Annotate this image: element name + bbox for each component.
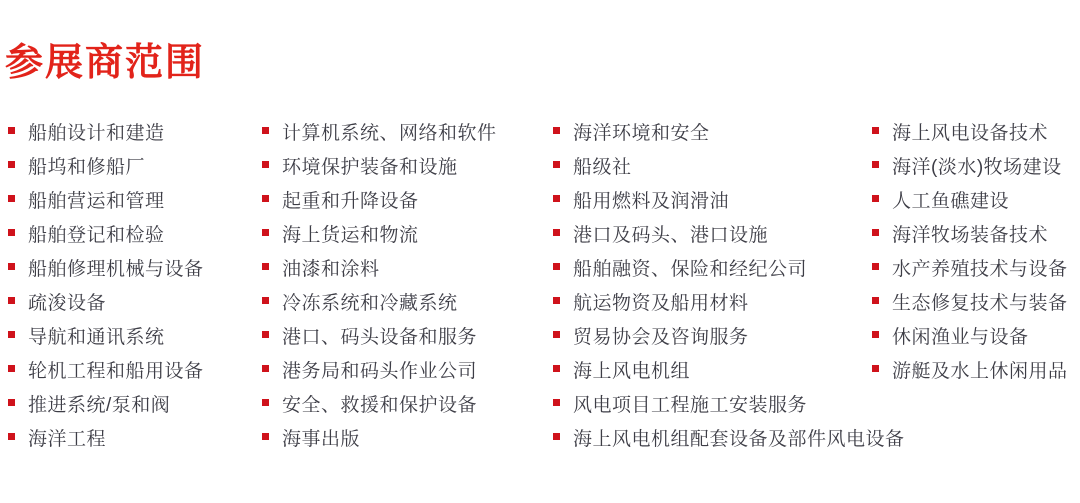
list-item-label: 港务局和码头作业公司: [282, 360, 478, 382]
list-item-label: 海洋(淡水)牧场建设: [892, 156, 1062, 178]
list-item-label: 生态修复技术与装备: [892, 292, 1068, 314]
list-item: [262, 386, 553, 420]
square-bullet-icon: [262, 127, 269, 134]
square-bullet-icon: [8, 399, 15, 406]
list-item: [262, 114, 553, 148]
list-item: [8, 420, 262, 454]
list-item-label: 港口、码头设备和服务: [282, 326, 478, 348]
list-item-label: 海洋工程: [28, 428, 107, 450]
square-bullet-icon: [262, 331, 269, 338]
list-item-label: 贸易协会及咨询服务: [573, 326, 749, 348]
square-bullet-icon: [553, 433, 560, 440]
square-bullet-icon: [8, 229, 15, 236]
list-item: [553, 318, 872, 352]
list-item: [262, 182, 553, 216]
list-item-label: 安全、救援和保护设备: [282, 394, 478, 416]
list-item-label: 海上货运和物流: [282, 224, 419, 246]
square-bullet-icon: [262, 399, 269, 406]
list-item-label: 环境保护装备和设施: [282, 156, 458, 178]
square-bullet-icon: [262, 365, 269, 372]
list-item-label: 人工鱼礁建设: [892, 190, 1010, 212]
square-bullet-icon: [872, 263, 879, 270]
square-bullet-icon: [872, 365, 879, 372]
square-bullet-icon: [8, 365, 15, 372]
square-bullet-icon: [262, 195, 269, 202]
list-item: [8, 318, 262, 352]
exhibitor-column-4: [872, 114, 1074, 386]
square-bullet-icon: [262, 263, 269, 270]
list-item: [262, 318, 553, 352]
list-item: [262, 420, 553, 454]
list-item: [8, 148, 262, 182]
list-item-label: 推进系统/泵和阀: [28, 394, 171, 416]
list-item: [553, 284, 872, 318]
list-item-label: 船舶营运和管理: [28, 190, 165, 212]
list-item-label: 海上风电机组配套设备及部件风电设备: [573, 428, 905, 450]
list-item: [8, 216, 262, 250]
list-item: [262, 148, 553, 182]
list-item: [553, 182, 872, 216]
list-item-label: 船舶登记和检验: [28, 224, 165, 246]
list-item-label: 船级社: [573, 156, 632, 178]
list-item: [872, 284, 1074, 318]
list-item-label: 航运物资及船用材料: [573, 292, 749, 314]
list-item-label: 船坞和修船厂: [28, 156, 146, 178]
list-item: [553, 250, 872, 284]
exhibitor-column-1: [8, 114, 262, 454]
list-item: [872, 216, 1074, 250]
square-bullet-icon: [8, 331, 15, 338]
list-item-label: 休闲渔业与设备: [892, 326, 1029, 348]
list-item-label: 冷冻系统和冷藏系统: [282, 292, 458, 314]
square-bullet-icon: [8, 433, 15, 440]
list-item-label: 油漆和涂料: [282, 258, 380, 280]
square-bullet-icon: [553, 365, 560, 372]
square-bullet-icon: [553, 263, 560, 270]
square-bullet-icon: [553, 331, 560, 338]
list-item: [872, 250, 1074, 284]
exhibitor-columns: [8, 114, 1074, 454]
list-item: [872, 182, 1074, 216]
list-item: [872, 352, 1074, 386]
list-item: [8, 284, 262, 318]
square-bullet-icon: [872, 229, 879, 236]
list-item: [553, 420, 905, 454]
square-bullet-icon: [8, 263, 15, 270]
square-bullet-icon: [262, 433, 269, 440]
list-item: [8, 386, 262, 420]
square-bullet-icon: [553, 127, 560, 134]
list-item: [553, 216, 872, 250]
list-item: [553, 114, 872, 148]
list-item-label: 计算机系统、网络和软件: [282, 122, 497, 144]
list-item-label: 风电项目工程施工安装服务: [573, 394, 808, 416]
list-item-label: 轮机工程和船用设备: [28, 360, 204, 382]
list-item-label: 港口及码头、港口设施: [573, 224, 769, 246]
list-item-label: 海洋环境和安全: [573, 122, 710, 144]
list-item: [553, 148, 872, 182]
list-item-label: 水产养殖技术与设备: [892, 258, 1068, 280]
list-item: [262, 250, 553, 284]
square-bullet-icon: [553, 399, 560, 406]
square-bullet-icon: [262, 229, 269, 236]
exhibitor-column-3: [553, 114, 905, 454]
list-item-label: 游艇及水上休闲用品: [892, 360, 1068, 382]
square-bullet-icon: [553, 195, 560, 202]
list-item: [262, 284, 553, 318]
list-item-label: 船用燃料及润滑油: [573, 190, 730, 212]
list-item: [872, 318, 1074, 352]
square-bullet-icon: [262, 297, 269, 304]
square-bullet-icon: [872, 331, 879, 338]
list-item-label: 海事出版: [282, 428, 361, 450]
list-item-label: 船舶融资、保险和经纪公司: [573, 258, 808, 280]
list-item-label: 疏浚设备: [28, 292, 107, 314]
list-item: [8, 114, 262, 148]
list-item-label: 船舶修理机械与设备: [28, 258, 204, 280]
list-item: [262, 216, 553, 250]
list-item: [872, 148, 1074, 182]
list-item: [8, 352, 262, 386]
list-item: [8, 250, 262, 284]
page-title: 参展商范围: [5, 42, 206, 84]
list-item-label: 海上风电设备技术: [892, 122, 1049, 144]
square-bullet-icon: [262, 161, 269, 168]
list-item: [553, 352, 872, 386]
list-item: [262, 352, 553, 386]
square-bullet-icon: [553, 161, 560, 168]
list-item-label: 船舶设计和建造: [28, 122, 165, 144]
list-item: [872, 114, 1074, 148]
square-bullet-icon: [872, 127, 879, 134]
square-bullet-icon: [872, 161, 879, 168]
square-bullet-icon: [872, 195, 879, 202]
square-bullet-icon: [8, 297, 15, 304]
list-item-label: 海上风电机组: [573, 360, 691, 382]
list-item: [553, 386, 872, 420]
list-item-label: 起重和升降设备: [282, 190, 419, 212]
list-item-label: 海洋牧场装备技术: [892, 224, 1049, 246]
list-item: [8, 182, 262, 216]
list-item-label: 导航和通讯系统: [28, 326, 165, 348]
square-bullet-icon: [8, 161, 15, 168]
square-bullet-icon: [872, 297, 879, 304]
square-bullet-icon: [8, 127, 15, 134]
square-bullet-icon: [553, 229, 560, 236]
exhibitor-column-2: [262, 114, 553, 454]
square-bullet-icon: [8, 195, 15, 202]
square-bullet-icon: [553, 297, 560, 304]
